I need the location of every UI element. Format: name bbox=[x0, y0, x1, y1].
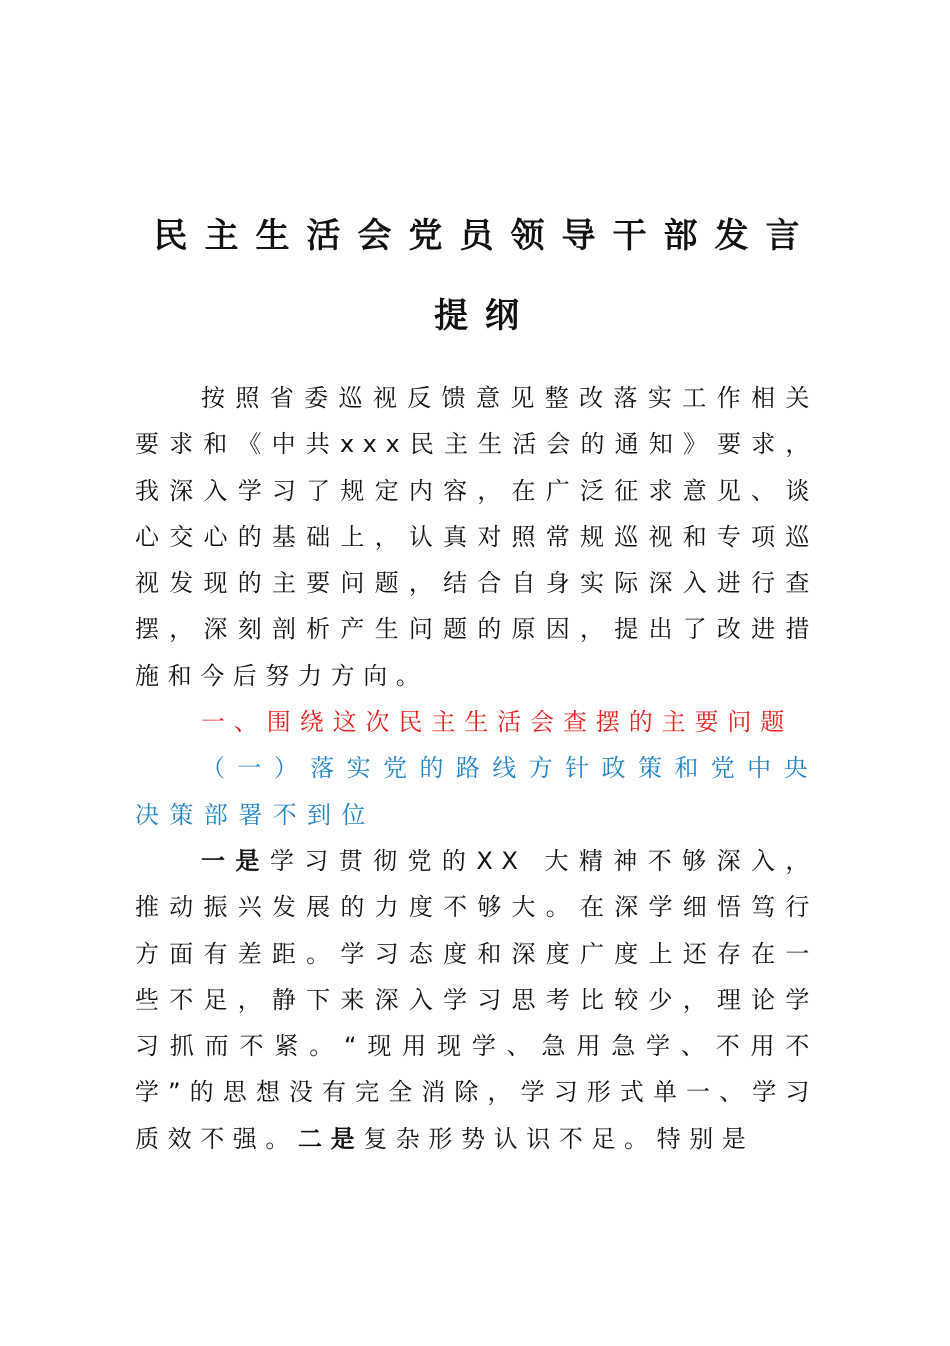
document-title bbox=[135, 210, 818, 342]
intro-paragraph: 按照省委巡视反馈意见整改落实工作相关要求和《中共xxx民主生活会的通知》要求，我深入学习了规定内容，在广泛征求意见、谈心交心的基础上，认真对照常规巡视和专项巡视发现的主要问题，结合自身实际深入进行查摆，深刻剖析产生问题的原因，提出了改进措施和今后努力方向。 bbox=[135, 384, 818, 690]
point-1-text: 学习贯彻党的XX 大精神不够深入，推动振兴发展的力度不够大。在深学细悟笃行方面有差距。学习态度和深度广度上还存在一些不足，静下来深入学习思考比较少，理论学习抓而不紧。“现用现学、急用急学、不用不学”的思想没有完全消除，学习形式单一、学习质效不强。 bbox=[135, 846, 818, 1153]
section-heading-1: 一、围绕这次民主生活会查摆的主要问题 bbox=[201, 708, 794, 737]
title-line-1: 民主生活会党员领导干部发言 bbox=[153, 216, 817, 256]
title-line-2: 提纲 bbox=[434, 296, 536, 336]
point-1-label: 一是 bbox=[201, 846, 270, 875]
document-page bbox=[135, 210, 818, 1162]
point-2-text: 复杂形势认识不足。特别是 bbox=[363, 1124, 755, 1153]
problem-paragraph bbox=[135, 838, 818, 1162]
subsection-heading-1: （一）落实党的路线方针政策和党中央决策部署不到位 bbox=[135, 754, 818, 829]
point-2-label: 二是 bbox=[298, 1124, 364, 1153]
